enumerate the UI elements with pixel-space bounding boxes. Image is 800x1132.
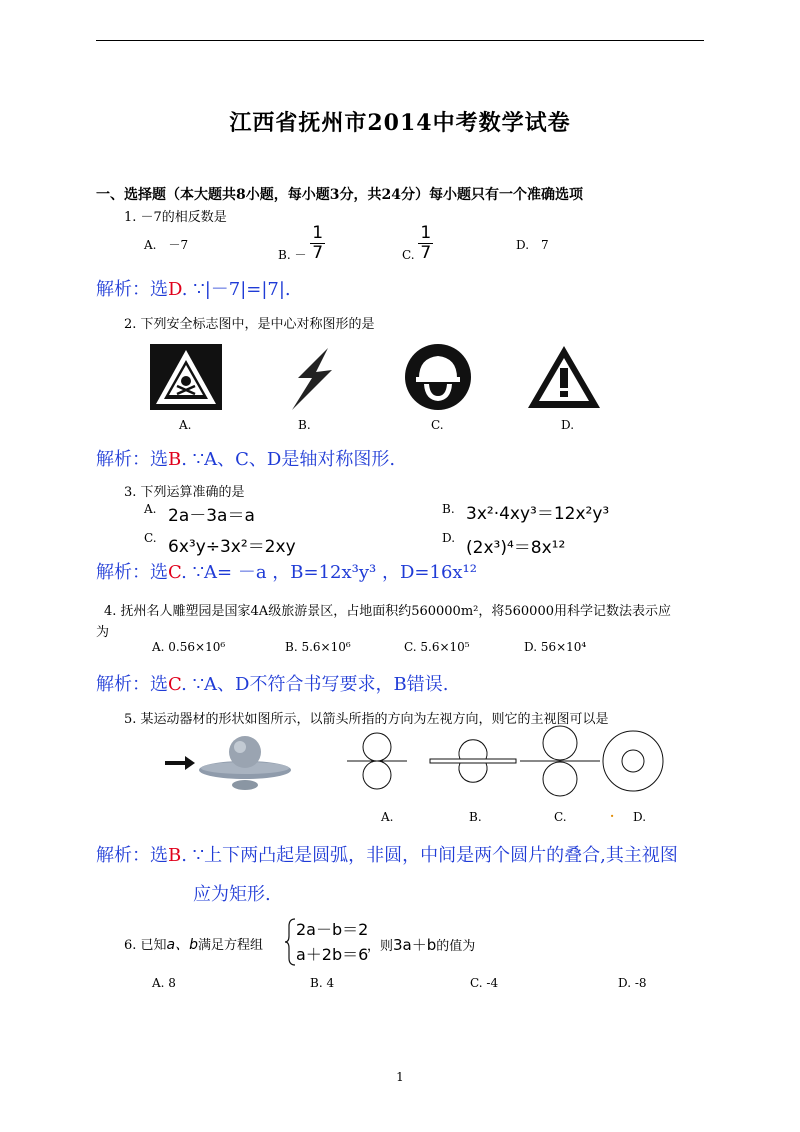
q5-option-d-figure — [601, 729, 665, 793]
q2-label-d: D. — [561, 418, 575, 432]
answer-letter: C — [168, 674, 182, 695]
q1-option-c — [402, 224, 433, 263]
q3-a-label: A. — [144, 502, 157, 516]
q6-expr: 3a＋b — [393, 936, 437, 954]
q1-c-label: C. — [402, 248, 415, 262]
q3-analysis — [96, 558, 477, 584]
q2-stem: 2. 下列安全标志图中，是中心对称图形的是 — [124, 317, 375, 332]
q4-option-b: B. 5.6×10⁶ — [285, 640, 351, 654]
q6-vars: a、b — [166, 937, 199, 953]
q2-label-c: C. — [431, 418, 444, 432]
q2-analysis — [96, 445, 395, 471]
analysis-prefix: 解析：选 — [96, 449, 168, 470]
analysis-prefix: 解析：选 — [96, 562, 168, 583]
q1-stem: 1. －7的相反数是 — [124, 210, 227, 225]
q5-label-d: D. — [633, 810, 647, 824]
q6-stem — [124, 934, 263, 954]
header-rule — [96, 40, 704, 41]
q3-c-label: C. — [144, 531, 157, 545]
q5-label-b: B. — [469, 810, 482, 824]
answer-letter: B — [168, 449, 182, 470]
exclamation-warning-icon — [526, 344, 602, 410]
answer-letter: D — [168, 279, 182, 300]
orange-dot: . — [610, 806, 615, 820]
q5-option-a-figure — [347, 730, 407, 792]
q1-option-a: A. －7 — [144, 238, 189, 252]
q1-analysis — [96, 275, 291, 301]
q3-c-expr: 6x³y÷3x²＝2xy — [168, 537, 296, 557]
lightning-icon — [288, 348, 336, 410]
answer-letter: B — [168, 845, 182, 866]
q6-stem-tail — [367, 934, 475, 955]
q4-option-d: D. 56×10⁴ — [524, 640, 587, 654]
q6-option-a: A. 8 — [152, 976, 176, 990]
q6-suffix: ，则 — [367, 939, 394, 954]
q5-analysis-line1 — [96, 841, 678, 867]
q5-option-c-figure — [520, 725, 600, 797]
analysis-prefix: 解析：选 — [96, 674, 168, 695]
analysis-prefix: 解析：选 — [96, 279, 168, 300]
q3-b-expr: 3x²·4xy³＝12x²y³ — [466, 504, 610, 524]
q4-option-c: C. 5.6×10⁵ — [404, 640, 470, 654]
q3-d-label: D. — [442, 531, 456, 545]
helmet-icon — [405, 344, 471, 410]
analysis-text: . ∵|－7|=|7|. — [181, 279, 291, 300]
page-number: 1 — [396, 1070, 404, 1084]
q6-end: 的值为 — [436, 939, 476, 954]
answer-letter: C — [168, 562, 182, 583]
q1-c-den: 7 — [420, 243, 432, 263]
analysis-text: . ∵A、D不符合书写要求，B错误. — [181, 674, 449, 695]
q4-option-a: A. 0.56×10⁶ — [152, 640, 226, 654]
q5-stem: 5. 某运动器材的形状如图所示，以箭头所指的方向为左视方向，则它的主视图可以是 — [124, 712, 609, 727]
q1-c-num: 1 — [420, 223, 432, 243]
section-heading: 一、选择题（本大题共8小题，每小题3分，共24分）每小题只有一个准确选项 — [96, 187, 583, 203]
analysis-text: . ∵上下两凸起是圆弧，非圆，中间是两个圆片的叠合,其主视图 — [181, 845, 678, 866]
q5-option-b-figure — [428, 730, 518, 792]
q1-b-num: 1 — [312, 223, 324, 243]
q6-mid: 满足方程组 — [198, 938, 264, 953]
skull-warning-icon — [150, 344, 222, 410]
analysis-text: . ∵A= －a ，B=12x³y³ ，D=16x¹² — [181, 562, 477, 583]
q6-prefix: 6. 已知 — [124, 938, 167, 953]
q3-b-label: B. — [442, 502, 455, 516]
q2-label-b: B. — [298, 418, 311, 432]
q4-analysis — [96, 670, 448, 696]
q5-label-a: A. — [381, 810, 394, 824]
q1-b-den: 7 — [312, 243, 324, 263]
q4-stem-line1: 4. 抚州名人雕塑园是国家4A级旅游景区，占地面积约560000m²，将560000用科学记数法表示应 — [104, 604, 671, 619]
analysis-prefix: 解析：选 — [96, 845, 168, 866]
analysis-text: . ∵A、C、D是轴对称图形. — [181, 449, 396, 470]
q3-stem: 3. 下列运算准确的是 — [124, 485, 245, 500]
q1-option-b — [278, 224, 325, 263]
q2-label-a: A. — [179, 418, 192, 432]
q3-a-expr: 2a－3a＝a — [168, 506, 255, 526]
q1-b-label: B. － — [278, 248, 307, 262]
q5-analysis-line2: 应为矩形. — [193, 884, 271, 905]
q1-option-d: D. 7 — [516, 238, 549, 252]
q6-eq2: a＋2b＝6 — [296, 945, 369, 964]
q6-option-c: C. -4 — [470, 976, 499, 990]
sports-equipment-figure — [165, 730, 290, 792]
q3-d-expr: (2x³)⁴＝8x¹² — [466, 538, 566, 558]
q6-option-b: B. 4 — [310, 976, 335, 990]
q5-label-c: C. — [554, 810, 567, 824]
q6-option-d: D. -8 — [618, 976, 647, 990]
q6-eq1: 2a－b＝2 — [296, 920, 369, 939]
page-title: 江西省抚州市2014中考数学试卷 — [229, 110, 571, 136]
q4-stem-line2: 为 — [96, 625, 110, 640]
